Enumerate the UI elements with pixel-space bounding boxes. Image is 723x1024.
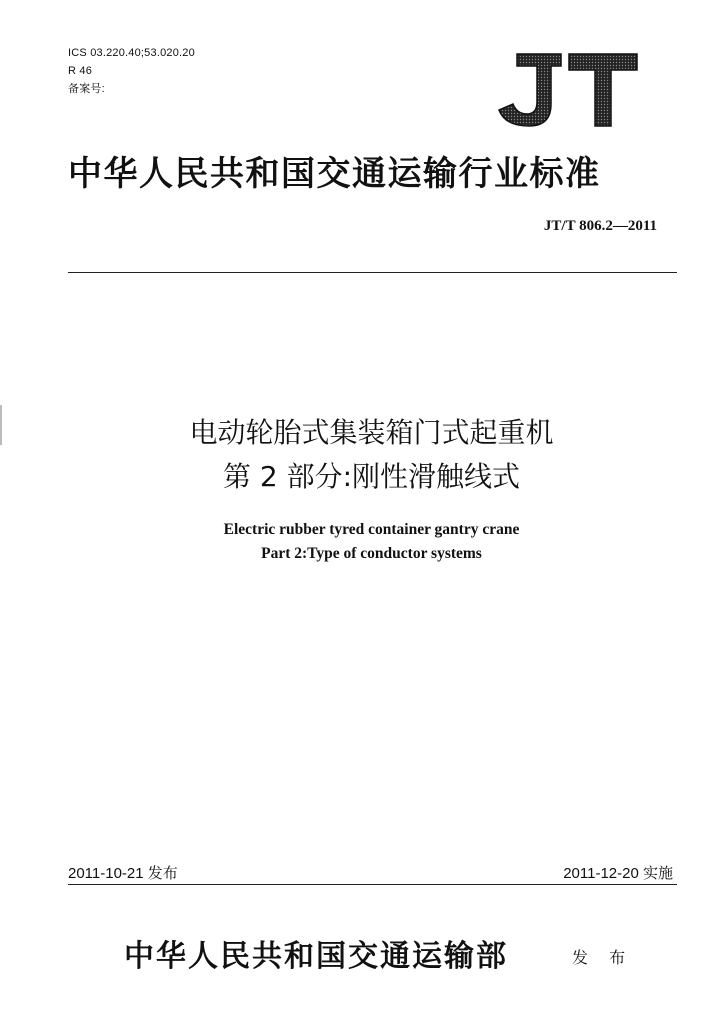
issuing-authority: 中华人民共和国交通运输部 bbox=[124, 939, 508, 974]
footer-divider bbox=[68, 884, 677, 885]
category-code: R 46 bbox=[68, 65, 93, 77]
filing-number-label: 备案号: bbox=[68, 83, 105, 95]
publish-label: 发 布 bbox=[572, 948, 634, 967]
english-title-line-2: Part 2:Type of conductor systems bbox=[261, 545, 482, 562]
english-title-line-1: Electric rubber tyred container gantry crane bbox=[223, 521, 520, 538]
standard-number: JT/T 806.2—2011 bbox=[543, 218, 657, 234]
implementation-date: 2011-12-20 实施 bbox=[563, 865, 673, 882]
issue-date: 2011-10-21 发布 bbox=[68, 865, 178, 882]
scan-margin-mark bbox=[0, 405, 2, 445]
jt-logo bbox=[495, 52, 640, 128]
chinese-title-line-1: 电动轮胎式集装箱门式起重机 bbox=[189, 416, 554, 449]
header-meta bbox=[68, 44, 195, 98]
standard-category-title: 中华人民共和国交通运输行业标准 bbox=[68, 154, 601, 194]
header-divider bbox=[68, 272, 677, 273]
ics-code: ICS 03.220.40;53.020.20 bbox=[68, 47, 195, 59]
chinese-title-line-2: 第 2 部分:刚性滑触线式 bbox=[222, 460, 521, 493]
